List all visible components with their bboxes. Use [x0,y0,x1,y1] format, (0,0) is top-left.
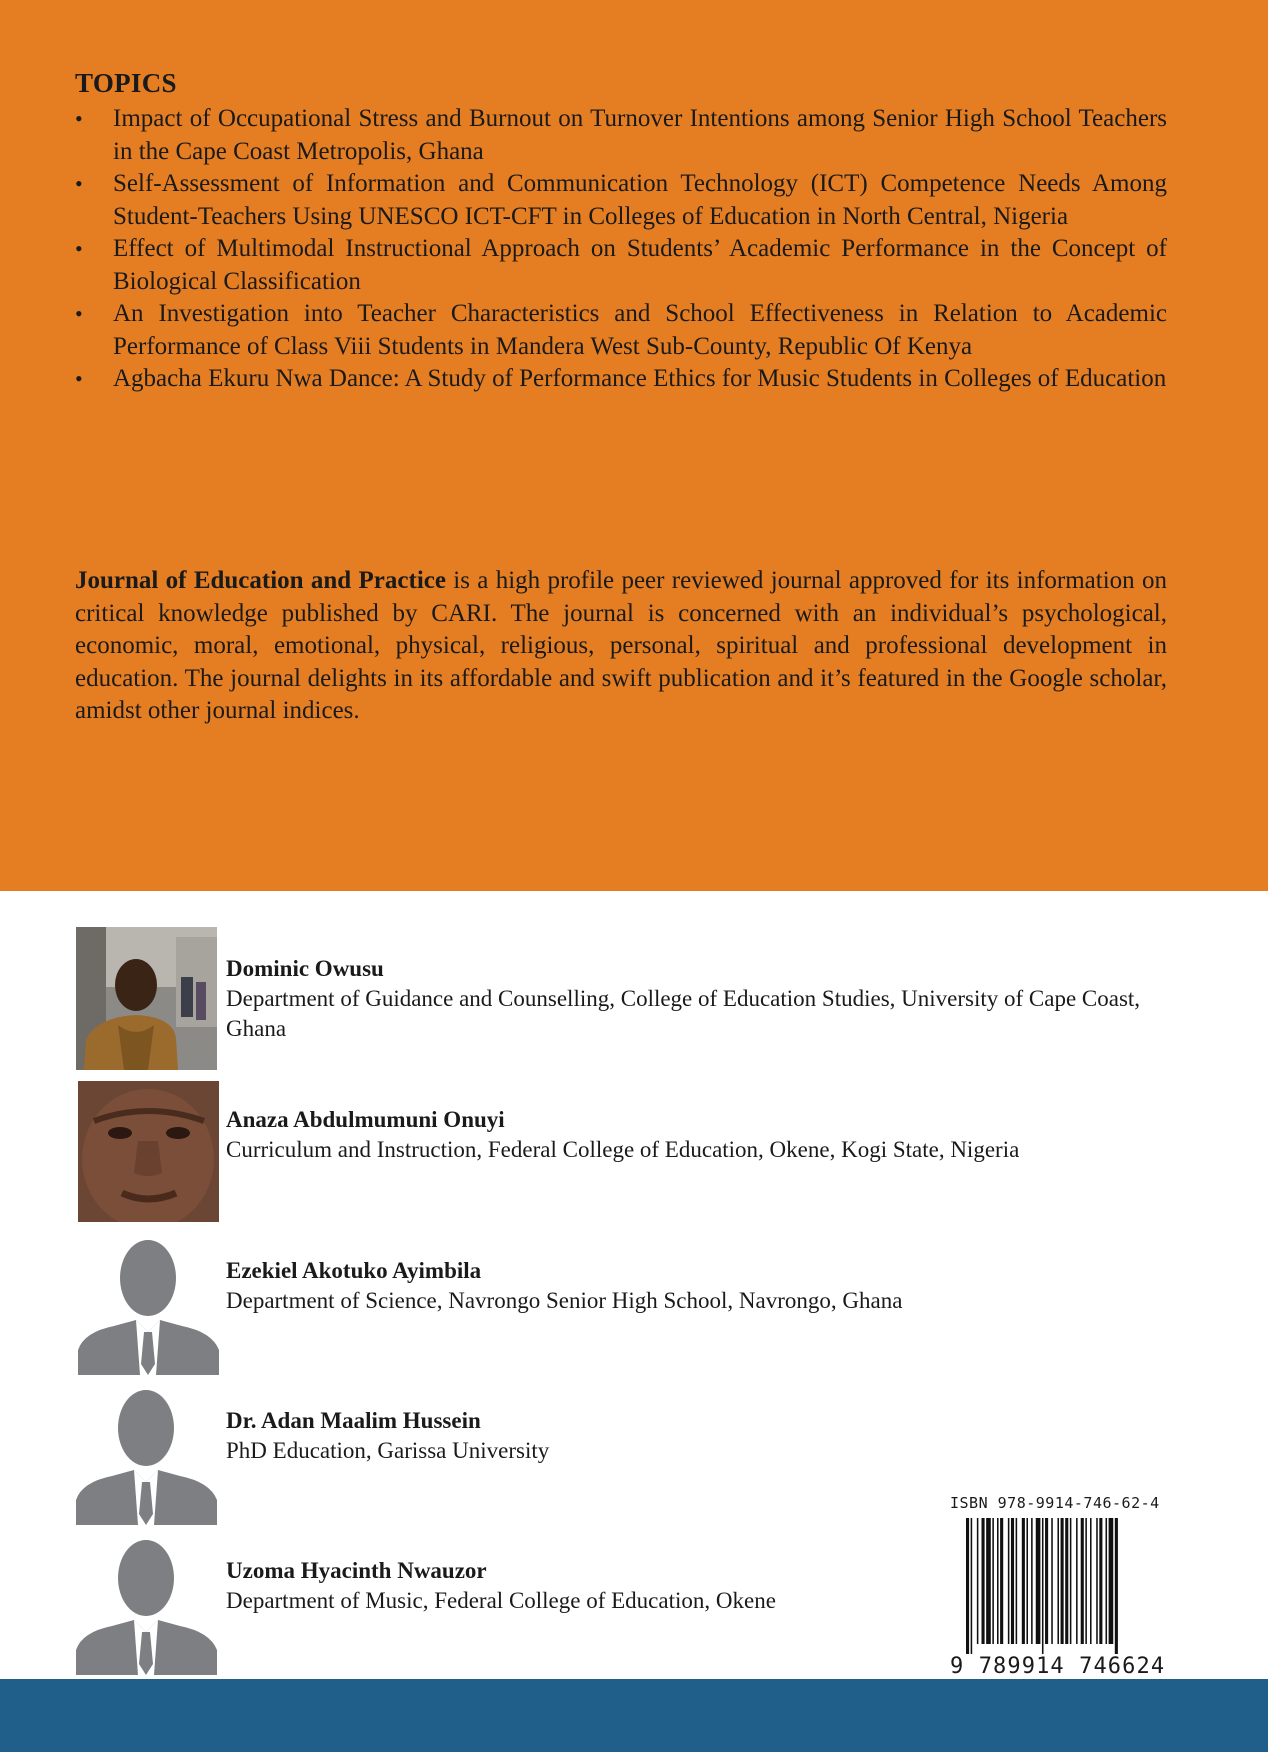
bullet: • [75,106,83,131]
topic-item [75,103,1167,168]
topic-item [75,363,1167,396]
author-affiliation: PhD Education, Garissa University [226,1438,550,1463]
author-entry [76,1232,1186,1376]
topic-text: Impact of Occupational Stress and Burnout on Turnover Intentions among Senior High School Teachers in the Cape Coast Metropolis, Ghana [113,105,1167,165]
author-photo [78,1081,219,1224]
topic-text: Effect of Multimodal Instructional Approach on Students’ Academic Performance in the Concept of Biological Classification [113,235,1167,295]
author-text [226,1256,1226,1316]
bullet: • [75,366,83,391]
bullet: • [75,171,83,196]
journal-description [75,565,1167,728]
author-affiliation: Department of Music, Federal College of Education, Okene [226,1588,776,1613]
isbn-label: ISBN 978-9914-746-62-4 [950,1494,1160,1512]
author-text [226,1406,1226,1466]
bullet: • [75,301,83,326]
footer-band [0,1679,1268,1752]
topic-text: An Investigation into Teacher Characteristics and School Effectiveness in Relation to Academic Performance of Class Viii Students in Mandera West Sub-County, Republic Of Kenya [113,300,1167,360]
author-text [226,954,1226,1044]
person-silhouette-icon [76,1382,217,1525]
isbn-barcode [946,1494,1166,1677]
author-text [226,1105,1226,1165]
topic-text: Agbacha Ekuru Nwa Dance: A Study of Performance Ethics for Music Students in Colleges of Education [113,365,1167,392]
topic-item [75,233,1167,298]
author-affiliation: Curriculum and Instruction, Federal College of Education, Okene, Kogi State, Nigeria [226,1137,1020,1162]
barcode-bars [966,1518,1158,1654]
topic-text: Self-Assessment of Information and Communication Technology (ICT) Competence Needs Among Student-Teachers Using UNESCO ICT-CFT in Colleges of Education in North Central, Nigeria [113,170,1167,230]
topics-list [75,103,1167,396]
topic-item [75,168,1167,233]
person-silhouette-icon [78,1232,219,1375]
author-name: Anaza Abdulmumuni Onuyi [226,1107,505,1132]
bullet: • [75,236,83,261]
barcode-digits: 9 789914 746624 [950,1654,1166,1679]
author-name: Ezekiel Akotuko Ayimbila [226,1258,482,1283]
author-affiliation: Department of Guidance and Counselling, College of Education Studies, University of Cape Coast, Ghana [226,986,1141,1041]
author-name: Dominic Owusu [226,956,384,981]
description-text: is a high profile peer reviewed journal approved for its information on critical knowledge published by CARI. The journal is concerned with an individual’s psychological, economic, moral, emotional, physical, religious, personal, spiritual and professional development in education. The journal delights in its affordable and swift publication and it’s featured in the Google scholar, amidst other journal indices. [75,567,1167,725]
journal-name: Journal of Education and Practice [75,567,446,594]
topic-item [75,298,1167,363]
author-affiliation: Department of Science, Navrongo Senior High School, Navrongo, Ghana [226,1288,903,1313]
author-photo [76,927,217,1070]
author-name: Uzoma Hyacinth Nwauzor [226,1558,487,1583]
author-entry [76,1081,1186,1225]
topics-heading: TOPICS [75,68,177,98]
person-silhouette-icon [76,1532,217,1675]
author-entry [76,927,1186,1071]
author-name: Dr. Adan Maalim Hussein [226,1408,481,1433]
